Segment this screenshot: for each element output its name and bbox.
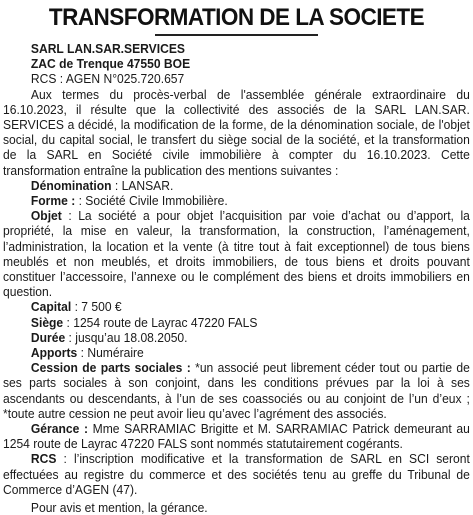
duree-label: Durée (30, 329, 66, 345)
capital-label: Capital (30, 299, 72, 315)
company-name: SARL LAN.SAR.SERVICES (30, 41, 185, 56)
apports-value: : Numéraire (77, 345, 144, 361)
capital-value: : 7 500 € (71, 299, 122, 315)
intro-paragraph: Aux termes du procès-verbal de l'assemblée générale extraordinaire du 16.10.2023, il résulte que la collectivité des associés de la SARL LAN.SAR. SERVICES a décidé, la modification de la forme, de la dénomination sociale, de l'objet social, du capital social, le transfert du siège social de la société, et la transformation de la SARL en Société civile immobilière à compter du 16.10.2023. Cette transformation entraîne la publication des mentions suivantes : (3, 86, 470, 178)
company-rcs: RCS : AGEN N°025.720.657 (30, 71, 185, 87)
field-cession (3, 360, 470, 421)
closing-line: Pour avis et mention, la gérance. (30, 500, 208, 515)
cession-value: *un associé peut librement céder tout ou partie de ses parts sociales à son conjoint, dans les conditions prévues par la loi à ses ascendants ou descendants, à l’un de ses coassociés ou au conjoint de l’un d’eux ; *toute autre cession ne peut avoir lieu qu’avec l’agrément des associés. (3, 360, 470, 421)
field-objet (3, 208, 470, 299)
field-denomination (3, 178, 470, 193)
siege-value: : 1254 route de Layrac 47220 FALS (63, 314, 258, 330)
objet-value: : La société a pour objet l’acquisition par voie d’achat ou d’apport, la propriété, la mise en valeur, la transformation, la construction, l’aménagement, l’administration, la location et la vente (à titre tout à fait exceptionnel) de tous biens meublés et non meublés, et droits immobiliers, de tous biens et droits pouvant constituer l’accessoire, l’annexe ou le complément des biens et droits immobiliers en question. (3, 208, 470, 300)
company-address: ZAC de Trenque 47550 BOE (30, 56, 191, 72)
apports-label: Apports (30, 345, 78, 361)
siege-label: Siège (30, 314, 64, 330)
field-duree (3, 330, 470, 345)
field-gerance (3, 421, 470, 451)
forme-label: Forme : (30, 193, 76, 209)
field-forme (3, 193, 470, 208)
forme-value: : Société Civile Immobilière. (75, 193, 228, 209)
denomination-label: Dénomination (30, 177, 112, 193)
rcs-value: : l’inscription modificative et la transformation de SARL en SCI seront effectuées au registre du commerce et des sociétés tenu au greffe du Tribunal de Commerce d’AGEN (47). (3, 451, 470, 497)
field-rcs (3, 451, 470, 497)
gerance-value: Mme SARRAMIAC Brigitte et M. SARRAMIAC Patrick demeurant au 1254 route de Layrac 47220 FALS sont nommés statutairement cogérants. (3, 421, 470, 452)
objet-label: Objet (30, 208, 62, 224)
field-apports (3, 345, 470, 360)
cession-label: Cession de parts sociales : (30, 360, 191, 376)
notice-body (3, 41, 470, 515)
gerance-label: Gérance : (30, 421, 88, 437)
denomination-value: : LANSAR. (111, 177, 174, 193)
duree-value: : jusqu’au 18.08.2050. (65, 329, 188, 345)
field-siege (3, 315, 470, 330)
notice-title: TRANSFORMATION DE LA SOCIETE (48, 4, 425, 31)
title-underline (155, 34, 318, 36)
rcs-label: RCS (30, 451, 57, 467)
field-capital (3, 299, 470, 314)
